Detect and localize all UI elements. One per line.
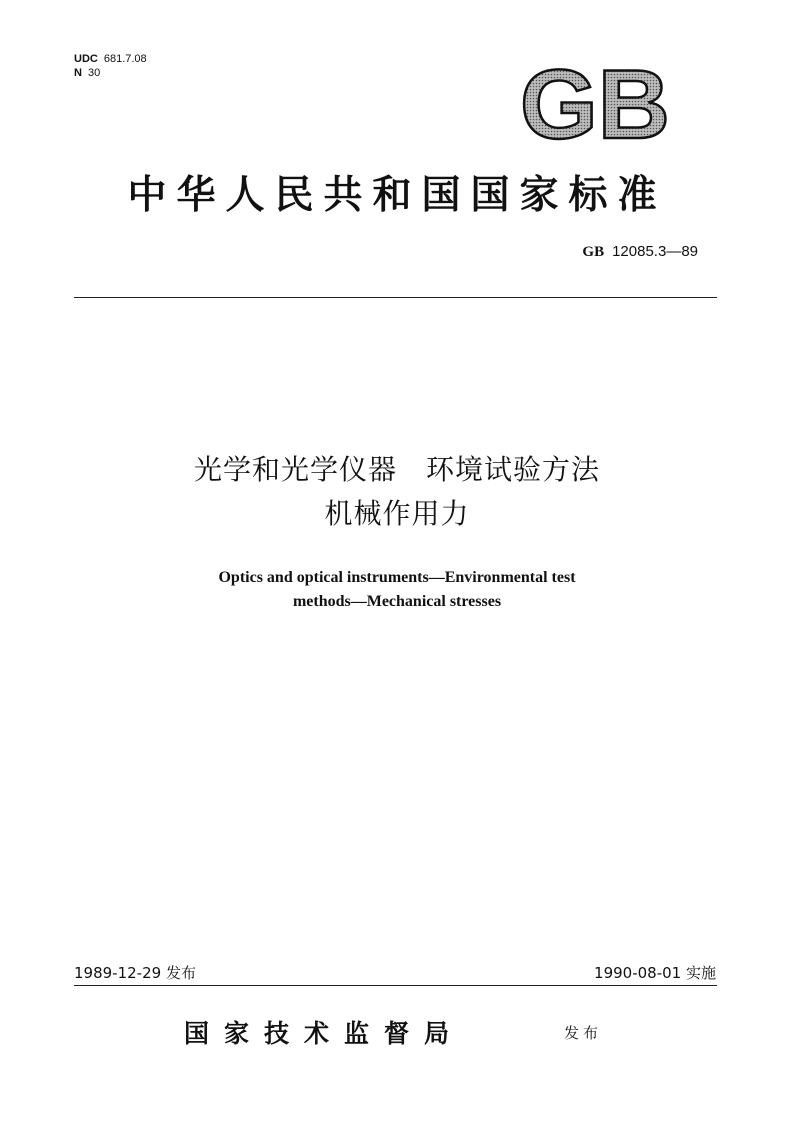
standard-code [582, 243, 698, 261]
english-title-line-1: Optics and optical instruments—Environmental test [218, 569, 576, 586]
chinese-title [0, 448, 794, 536]
udc-label: UDC [74, 53, 98, 65]
chinese-title-line-2: 机械作用力 [324, 497, 470, 530]
header-divider [74, 297, 717, 298]
footer-divider [74, 985, 717, 986]
issuing-authority: 国家技术监督局 [184, 1019, 465, 1048]
country-standard-title: 中华人民共和国国家标准 [127, 172, 667, 218]
standard-number: 12085.3—89 [612, 243, 698, 260]
standard-prefix: GB [582, 244, 605, 260]
issue-date: 1989-12-29 发布 [74, 964, 196, 982]
classification-block [74, 52, 147, 80]
english-title [0, 566, 794, 614]
class-label: N [74, 67, 82, 79]
english-title-line-2: methods—Mechanical stresses [292, 593, 502, 610]
implementation-date: 1990-08-01 实施 [594, 964, 716, 982]
svg-text:GB: GB [520, 58, 670, 146]
chinese-title-line-1: 光学和光学仪器 环境试验方法 [193, 453, 600, 486]
udc-value: 681.7.08 [103, 53, 147, 65]
class-row [74, 66, 147, 80]
class-value: 30 [87, 67, 101, 79]
gb-logo [514, 58, 676, 146]
issuer-action: 发布 [564, 1024, 603, 1042]
udc-row [74, 52, 147, 66]
